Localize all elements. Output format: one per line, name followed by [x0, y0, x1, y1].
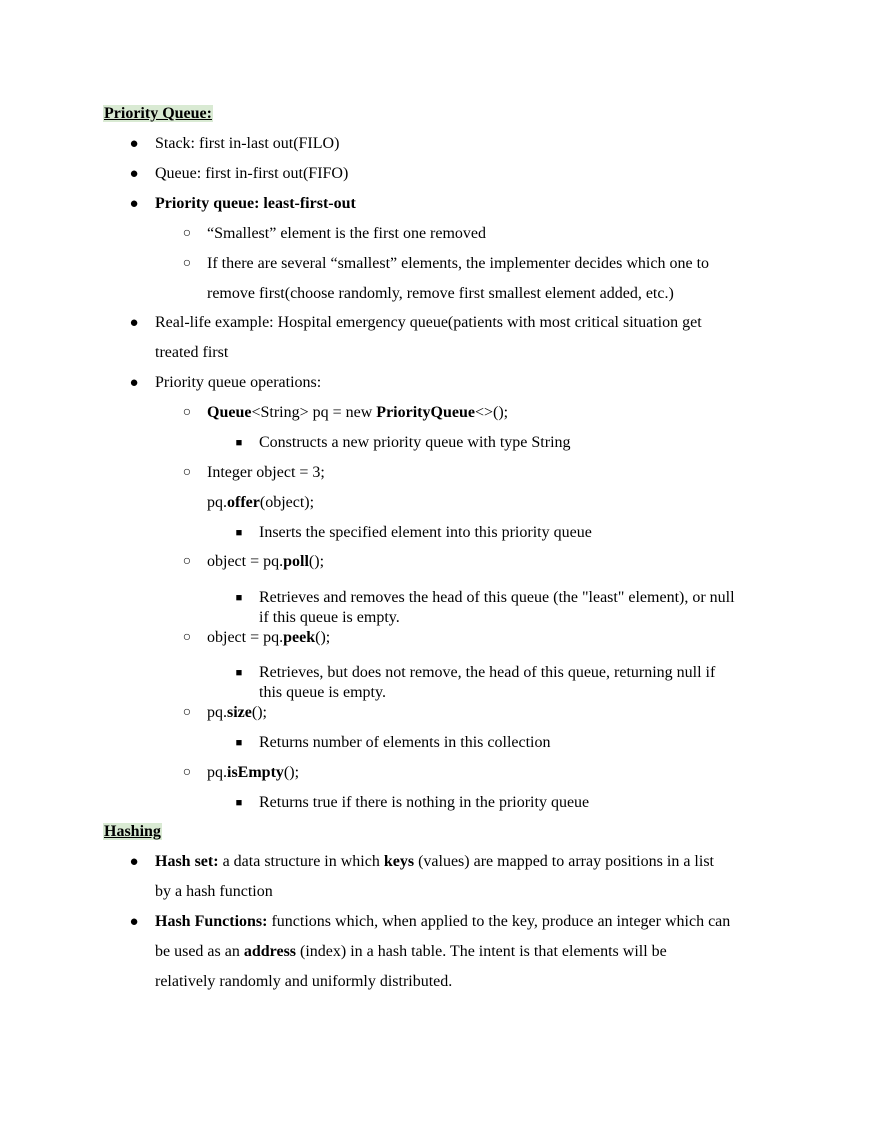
bullet-square: ■	[235, 592, 243, 604]
size-desc: Returns number of elements in this collection	[259, 734, 551, 751]
code-queue-keyword: Queue	[207, 404, 252, 421]
code-priorityqueue-keyword: PriorityQueue	[376, 404, 475, 421]
bullet-dot: ●	[129, 136, 139, 152]
real-life-line1: Real-life example: Hospital emergency queue(patients with most critical situation get	[155, 314, 702, 331]
bullet-square: ■	[235, 527, 243, 539]
bullet-circle: ○	[182, 465, 192, 480]
poll-desc-line1: Retrieves and removes the head of this queue (the "least" element), or null	[259, 589, 735, 606]
code-text: <String> pq = new	[251, 404, 377, 421]
bullet-dot: ●	[129, 315, 139, 331]
hash-set-line1	[155, 852, 714, 872]
priority-queue-definition: Priority queue: least-first-out	[155, 195, 356, 212]
code-text: ();	[315, 629, 331, 646]
code-method: size	[227, 704, 252, 721]
code-method: poll	[283, 553, 309, 570]
code-text: pq.	[207, 494, 227, 511]
bullet-square: ■	[235, 667, 243, 679]
several-smallest-line2: remove first(choose randomly, remove first smallest element added, etc.)	[207, 285, 674, 302]
bullet-square: ■	[235, 737, 243, 749]
hash-set-text: (values) are mapped to array positions in a list	[414, 853, 714, 870]
hash-functions-line2	[155, 942, 667, 962]
bullet-circle: ○	[182, 256, 192, 271]
priority-queue-heading-text: Priority Queue:	[104, 105, 212, 122]
code-text: <>();	[474, 404, 509, 421]
code-text: object = pq.	[207, 553, 284, 570]
bullet-square: ■	[235, 797, 243, 809]
construct-code	[207, 403, 508, 423]
code-text: object = pq.	[207, 629, 284, 646]
bullet-dot: ●	[129, 914, 139, 930]
smallest-item: “Smallest” element is the first one removed	[207, 225, 487, 242]
code-text: ();	[251, 704, 267, 721]
bullet-circle: ○	[182, 405, 192, 420]
code-text: ();	[308, 553, 325, 570]
hash-functions-line1	[155, 912, 730, 932]
peek-desc-line1: Retrieves, but does not remove, the head of this queue, returning null if	[259, 664, 716, 681]
peek-code	[207, 628, 330, 648]
hash-functions-text: (index) in a hash table. The intent is that elements will be	[296, 943, 667, 960]
isempty-code	[207, 763, 299, 783]
code-method: isEmpty	[227, 764, 284, 781]
hash-set-text: a data structure in which	[218, 853, 384, 870]
bullet-circle: ○	[182, 705, 192, 720]
offer-code-line2	[207, 493, 314, 513]
construct-desc: Constructs a new priority queue with type String	[259, 434, 571, 451]
hash-functions-text: functions which, when applied to the key, produce an integer which can	[267, 913, 731, 930]
address-term: address	[243, 943, 297, 960]
hash-functions-text: be used as an	[155, 943, 244, 960]
bullet-dot: ●	[129, 854, 139, 870]
hash-set-line2: by a hash function	[155, 883, 273, 900]
bullet-circle: ○	[182, 630, 192, 645]
isempty-desc: Returns true if there is nothing in the priority queue	[259, 794, 590, 811]
poll-code	[207, 552, 324, 572]
queue-item: Queue: first in-first out(FIFO)	[155, 165, 349, 182]
offer-code-line1: Integer object = 3;	[207, 464, 325, 481]
keys-term: keys	[383, 853, 415, 870]
bullet-circle: ○	[182, 554, 192, 569]
several-smallest-line1: If there are several “smallest” elements, the implementer decides which one to	[207, 255, 710, 272]
hashing-heading	[103, 822, 162, 842]
poll-desc-line2: if this queue is empty.	[259, 609, 400, 626]
offer-desc: Inserts the specified element into this priority queue	[259, 524, 592, 541]
bullet-circle: ○	[182, 226, 192, 241]
code-method: offer	[227, 494, 260, 511]
stack-item: Stack: first in-last out(FILO)	[155, 135, 340, 152]
code-text: pq.	[207, 764, 227, 781]
hash-functions-term: Hash Functions:	[155, 913, 268, 930]
bullet-circle: ○	[182, 765, 192, 780]
code-text: ();	[283, 764, 300, 781]
code-method: peek	[283, 629, 316, 646]
real-life-line2: treated first	[155, 344, 229, 361]
hash-functions-line3: relatively randomly and uniformly distributed.	[155, 973, 453, 990]
code-text: (object);	[259, 494, 315, 511]
peek-desc-line2: this queue is empty.	[259, 684, 386, 701]
bullet-square: ■	[235, 437, 243, 449]
operations-label: Priority queue operations:	[155, 374, 322, 391]
hash-set-term: Hash set:	[155, 853, 219, 870]
size-code	[207, 703, 267, 723]
hashing-heading-text: Hashing	[104, 823, 161, 840]
bullet-dot: ●	[129, 196, 139, 212]
priority-queue-heading	[103, 104, 213, 124]
bullet-dot: ●	[129, 166, 139, 182]
bullet-dot: ●	[129, 375, 139, 391]
code-text: pq.	[207, 704, 227, 721]
